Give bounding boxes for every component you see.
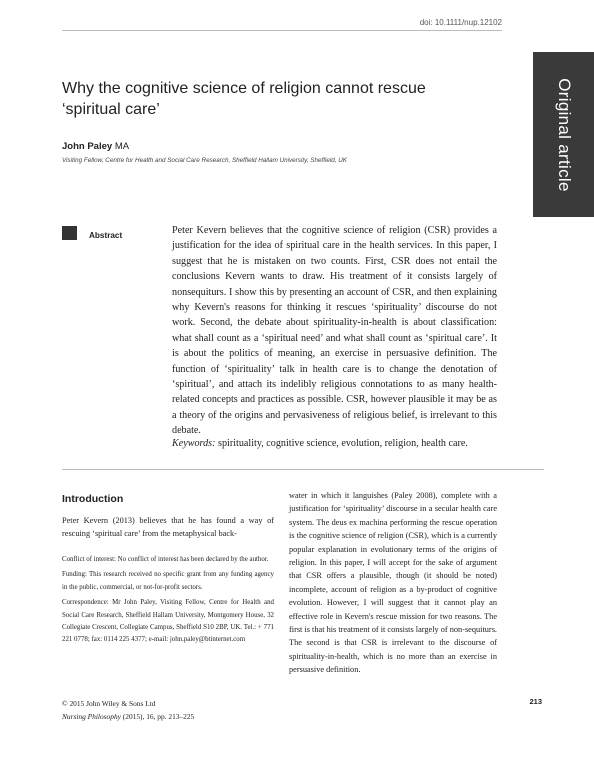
abstract-label: Abstract bbox=[89, 231, 123, 240]
keywords-list: spirituality, cognitive science, evolution, religion, health care. bbox=[218, 438, 468, 449]
intro-paragraph-col1: Peter Kevern (2013) believes that he has found a way of rescuing ‘spiritual care’ from the metaphysical back- bbox=[62, 516, 274, 539]
article-title: Why the cognitive science of religion cannot rescue ‘spiritual care’ bbox=[62, 80, 426, 118]
article-type-tab bbox=[533, 52, 594, 217]
author-degree: MA bbox=[114, 141, 130, 152]
keywords bbox=[172, 438, 502, 449]
header-rule bbox=[62, 30, 502, 31]
author-name: John Paley bbox=[62, 141, 113, 152]
funding-note: Funding: This research received no specific grant from any funding agency in the public, commercial, or not-for-profit sectors. bbox=[62, 571, 274, 591]
conflict-note: Conflict of interest: No conflict of interest has been declared by the author. bbox=[62, 556, 269, 563]
author-affiliation: Visiting Fellow, Centre for Health and Social Care Research, Sheffield Hallam University, Sheffield, UK bbox=[62, 157, 348, 164]
article-notes bbox=[62, 554, 274, 650]
citation-text: (2015), 16, pp. 213–225 bbox=[122, 712, 195, 721]
keywords-label: Keywords: bbox=[172, 438, 216, 449]
intro-heading: Introduction bbox=[62, 493, 124, 505]
abstract-marker bbox=[62, 226, 77, 240]
section-divider bbox=[62, 469, 544, 470]
copyright-text: © 2015 John Wiley & Sons Ltd bbox=[62, 699, 156, 708]
doi-text: doi: 10.1111/nup.12102 bbox=[419, 18, 502, 27]
journal-name: Nursing Philosophy bbox=[62, 712, 121, 721]
footer bbox=[62, 697, 194, 723]
citation-line bbox=[62, 710, 194, 723]
correspondence-note: Correspondence: Mr John Paley, Visiting Fellow, Centre for Health and Social Care Research, Sheffield Hallam University, Montgomery House, 32 Collegiate Crescent, Collegiate Campus, Sheffield S10 2BP, UK. Tel.: + 771 221 0778; fax: 0114 225 4377; e-mail: john.paley@btinternet.com bbox=[62, 599, 274, 644]
intro-paragraph-col2: water in which it languishes (Paley 2008), complete with a justification for ‘spirituality’ discourse in a secular health care system. The deus ex machina performing the rescue operation is the cognitive science of religion (CSR), which is a currently popular explanation in evolutionary terms of the origins of religion. In this paper, I will accept for the sake of argument that CSR offers a plausible, though (it should be noted) incomplete, account of religion as a by-product of cognitive evolution. However, I will suggest that it cannot play an effective role in Kevern's rescue mission for two reasons. The first is that his treatment of it consists largely of non-sequiturs. The second is that CSR is irrelevant to the discourse of spirituality-in-health, which is no more than an exercise in persuasive definition. bbox=[289, 491, 497, 675]
page-number: 213 bbox=[529, 697, 542, 706]
article-type-label: Original article bbox=[554, 77, 574, 192]
author-line bbox=[62, 141, 129, 152]
abstract-text: Peter Kevern believes that the cognitive science of religion (CSR) provides a justification for the idea of spiritual care in the health services. In this paper, I suggest that he is mistaken on two counts. First, CSR does not entail the conclusions Kevern wants to draw. His treatment of it consists largely of nonsequiturs. I show this by presenting an account of CSR, and then explaining why Kevern's reasons for thinking it rescues ‘spirituality’ discourse do not work. Second, the debate about spirituality-in-health is about classification: what shall count as a ‘spiritual need’ and what shall count as ‘spiritual care’. It is about the politics of meaning, an exercise in persuasive definition. The function of ‘spirituality’ talk in health care is to change the denotation of ‘spiritual’, and attach its indelibly religious connotations to as many health-related concepts and practices as possible. CSR, however plausible it may be as a theory of the origins and pervasiveness of religious belief, is irrelevant to this debate. bbox=[172, 225, 497, 437]
